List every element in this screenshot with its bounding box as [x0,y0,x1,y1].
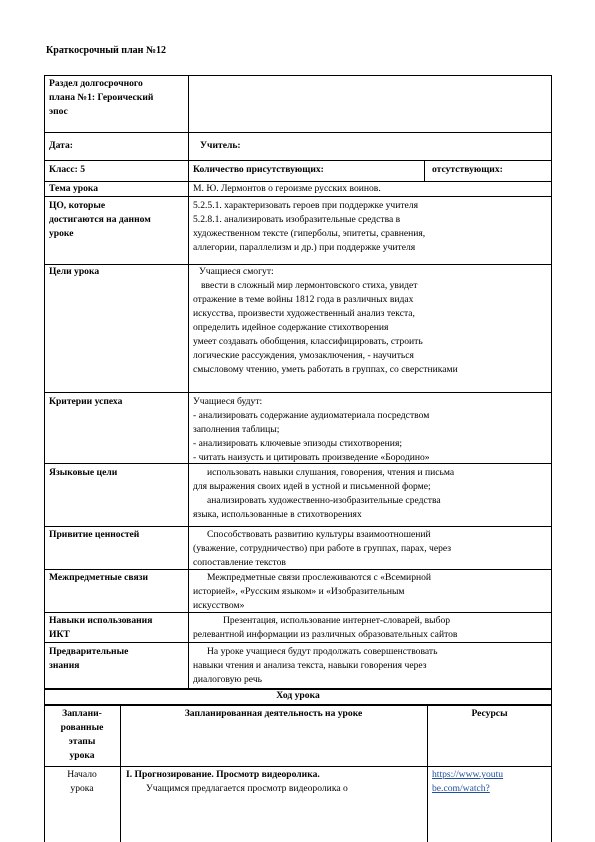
absent-count-label: отсутствующих: [432,164,503,175]
prior-label: Предварительные знания [49,646,129,671]
stage-start: Начало урока [67,769,97,794]
table-divider [120,705,121,842]
crosscurricular-label: Межпредметные связи [49,572,149,583]
row-border [44,526,552,527]
class-label: Класс: 5 [49,164,86,175]
table-divider [427,705,428,842]
page-title: Краткосрочный план №12 [46,45,166,56]
goals-label: Цели урока [49,266,100,277]
date-label: Дата: [49,140,73,151]
table-divider [424,160,425,181]
row-border [44,766,552,767]
col-stages-header: Заплани- рованные этапы урока [60,708,104,761]
values-label: Привитие ценностей [49,529,140,540]
topic-value: М. Ю. Лермонтов о героизме русских воинов. [193,183,381,194]
teacher-label: Учитель: [200,140,241,151]
topic-label: Тема урока [49,183,99,194]
goals-value: Учащиеся смогут: ввести в сложный мир лермонтовского стиха, увидет отражение в теме войны 1812 года в различных видах искусства, произвести художественный анализ текста, определить идейное содержание стихотворения умеет создавать обобщения, классифицировать, строить логические рассуждения, умозаключения, - научиться смысловому чтению, уметь работать в группах, со сверстниками [193,266,458,375]
row-border [44,196,552,197]
col-activity-header: Запланированная деятельность на уроке [184,708,363,719]
present-count-label: Количество присутствующих: [193,164,324,175]
objectives-label: ЦО, которые достигаются на данном уроке [49,200,151,239]
criteria-value: Учащиеся будут: - анализировать содержание аудиоматериала посредством заполнения таблицы; - анализировать ключевые эпизоды стихотворения; - читать наизусть и цитировать произведение «Бородино» [193,396,430,463]
objectives-value: 5.2.5.1. характеризовать героев при поддержке учителя 5.2.8.1. анализировать изобразительные средства в художественном тексте (гиперболы, эпитеты, сравнения, аллегории, параллелизм и др.) при поддержке учителя [193,200,426,253]
col-resources-header: Ресурсы [471,708,508,719]
ict-value: Презентация, использование интернет-словарей, выбор релевантной информации из различных образовательных сайтов [193,615,458,640]
activity-cell: I. Прогнозирование. Просмотр видеоролика. Учащимся предлагается просмотр видеоролика о [126,769,348,794]
row-border [44,642,552,643]
values-value: Способствовать развитию культуры взаимоотношений (уважение, сотрудничество) при работе в группах, парах, через сопоставление текстов [193,529,452,568]
resource-link[interactable]: https://www.youtu be.com/watch? [432,769,504,794]
row-border [44,160,552,161]
table-divider [188,75,189,689]
criteria-label: Критерии успеха [49,396,123,407]
row-border [44,132,552,133]
prior-value: На уроке учащиеся будут продолжать совершенствовать навыки чтения и анализа текста, навыки говорения через диалоговую речь [193,646,438,685]
language-value: использовать навыки слушания, говорения, чтения и письма для выражения своих идей в устной и письменной форме; анализировать художественно-изобразительные средства языка, использованные в стихотворениях [193,467,455,520]
course-heading: Ход урока [276,690,320,701]
language-label: Языковые цели [49,467,118,478]
crosscurricular-value: Межпредметные связи прослеживаются с «Всемирной историей», «Русским языком» и «Изобразительным искусством» [193,572,432,611]
section-label: Раздел долгосрочного плана №1: Героический эпос [49,78,154,117]
ict-label: Навыки использования ИКТ [49,615,153,640]
row-border [44,392,552,393]
